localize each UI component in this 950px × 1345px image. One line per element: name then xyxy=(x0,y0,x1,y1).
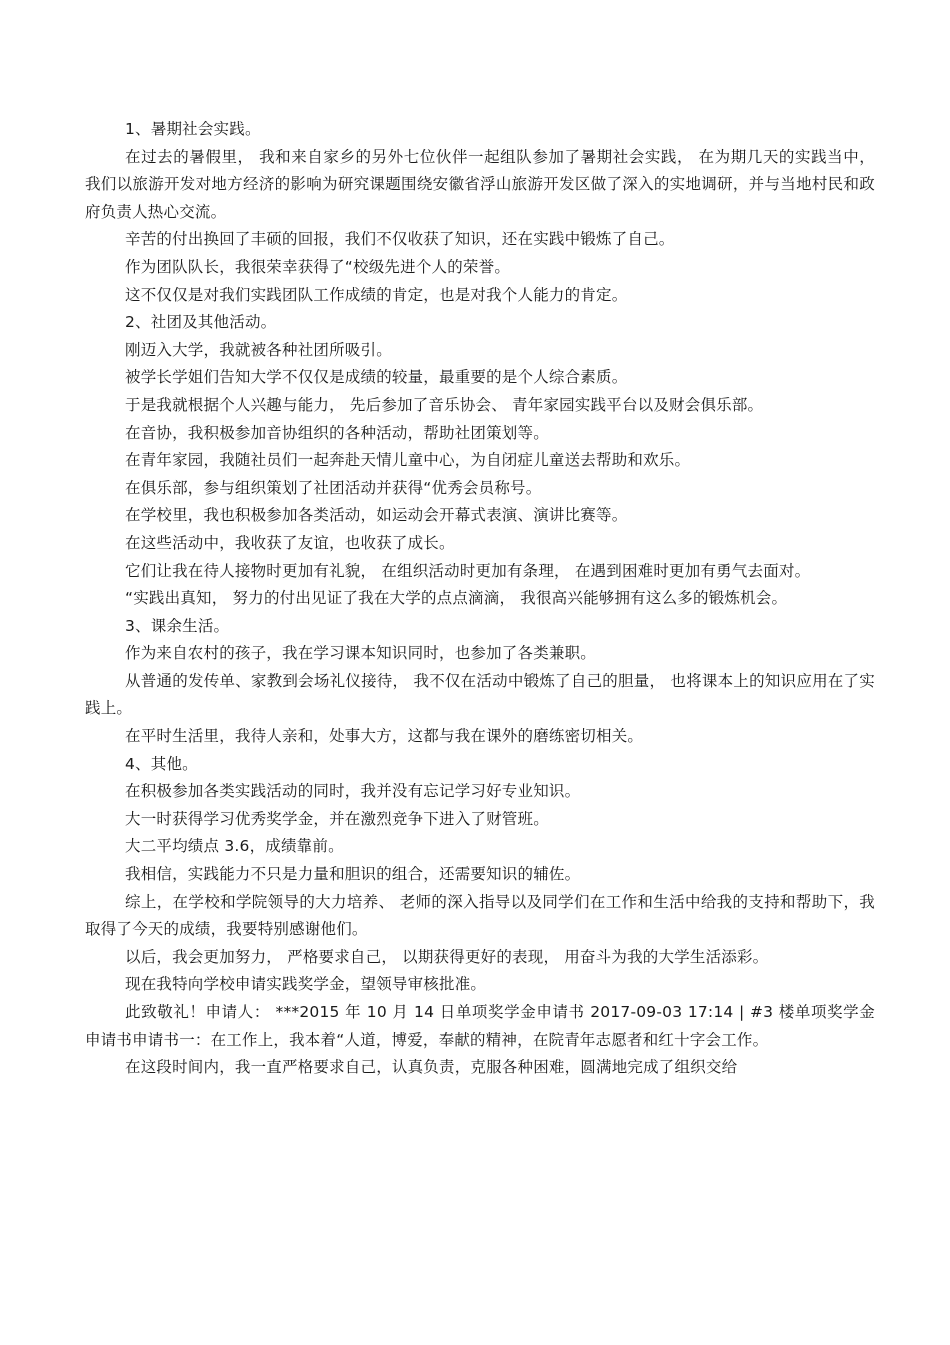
paragraph: 刚迈入大学，我就被各种社团所吸引。 xyxy=(125,340,392,359)
paragraph: 在积极参加各类实践活动的同时，我并没有忘记学习好专业知识。 xyxy=(125,782,581,801)
section-heading-clubs: 2、社团及其他活动。 xyxy=(125,313,277,332)
paragraph: 辛苦的付出换回了丰硕的回报，我们不仅收获了知识，还在实践中锻炼了自己。 xyxy=(125,230,675,249)
paragraph: 在过去的暑假里， 我和来自家乡的另外七位伙伴一起组队参加了暑期社会实践， 在为期几天的实践当中， 我们以旅游开发对地方经济的影响为研究课题围绕安徽省浮山旅游开发区做了深入的实地调研，并与当地村民和政府负责人热心交流。 xyxy=(85,147,875,221)
paragraph: 我相信，实践能力不只是力量和胆识的组合，还需要知识的辅佐。 xyxy=(125,865,581,884)
paragraph: 大一时获得学习优秀奖学金，并在激烈竞争下进入了财管班。 xyxy=(125,809,549,828)
paragraph: 现在我特向学校申请实践奖学金，望领导审核批准。 xyxy=(125,975,487,994)
paragraph: 在这些活动中，我收获了友谊，也收获了成长。 xyxy=(125,533,455,552)
paragraph: 在青年家园，我随社员们一起奔赴天情儿童中心，为自闭症儿童送去帮助和欢乐。 xyxy=(125,451,691,470)
paragraph: 在这段时间内，我一直严格要求自己，认真负责，克服各种困难，圆满地完成了组织交给 xyxy=(125,1058,738,1077)
document-body xyxy=(85,116,875,1082)
paragraph: 于是我就根据个人兴趣与能力， 先后参加了音乐协会、 青年家园实践平台以及财会俱乐部。 xyxy=(125,395,764,414)
section-heading-other: 4、其他。 xyxy=(125,754,198,773)
paragraph: 以后，我会更加努力， 严格要求自己， 以期获得更好的表现， 用奋斗为我的大学生活添彩。 xyxy=(125,947,769,966)
paragraph: “实践出真知， 努力的付出见证了我在大学的点点滴滴， 我很高兴能够拥有这么多的锻炼机会。 xyxy=(125,589,788,608)
section-heading-after-class: 3、课余生活。 xyxy=(125,616,230,635)
paragraph: 作为来自农村的孩子，我在学习课本知识同时，也参加了各类兼职。 xyxy=(125,644,597,663)
paragraph: 被学长学姐们告知大学不仅仅是成绩的较量，最重要的是个人综合素质。 xyxy=(125,368,628,387)
paragraph: 作为团队队长，我很荣幸获得了“校级先进个人的荣誉。 xyxy=(125,257,511,276)
paragraph: 大二平均绩点 3.6，成绩靠前。 xyxy=(125,837,344,856)
paragraph: 综上，在学校和学院领导的大力培养、 老师的深入指导以及同学们在工作和生活中给我的支持和帮助下，我取得了今天的成绩，我要特别感谢他们。 xyxy=(85,892,875,939)
paragraph: 这不仅仅是对我们实践团队工作成绩的肯定，也是对我个人能力的肯定。 xyxy=(125,285,628,304)
paragraph: 此致敬礼！申请人： ***2015 年 10 月 14 日单项奖学金申请书 2017-09-03 17:14 | #3 楼单项奖学金申请书申请书一：在工作上，我本着“人道，博爱，奉献的精神，在院青年志愿者和红十字会工作。 xyxy=(85,1003,875,1049)
section-heading-summer-practice: 1、暑期社会实践。 xyxy=(125,120,261,138)
paragraph: 从普通的发传单、家教到会场礼仪接待， 我不仅在活动中锻炼了自己的胆量， 也将课本上的知识应用在了实践上。 xyxy=(85,671,875,718)
paragraph: 在俱乐部，参与组织策划了社团活动并获得“优秀会员称号。 xyxy=(125,478,542,497)
paragraph: 在平时生活里，我待人亲和，处事大方，这都与我在课外的磨练密切相关。 xyxy=(125,727,644,746)
paragraph: 它们让我在待人接物时更加有礼貌， 在组织活动时更加有条理， 在遇到困难时更加有勇气去面对。 xyxy=(125,561,811,580)
paragraph: 在音协，我积极参加音协组织的各种活动，帮助社团策划等。 xyxy=(125,423,549,442)
paragraph: 在学校里，我也积极参加各类活动，如运动会开幕式表演、演讲比赛等。 xyxy=(125,506,628,525)
